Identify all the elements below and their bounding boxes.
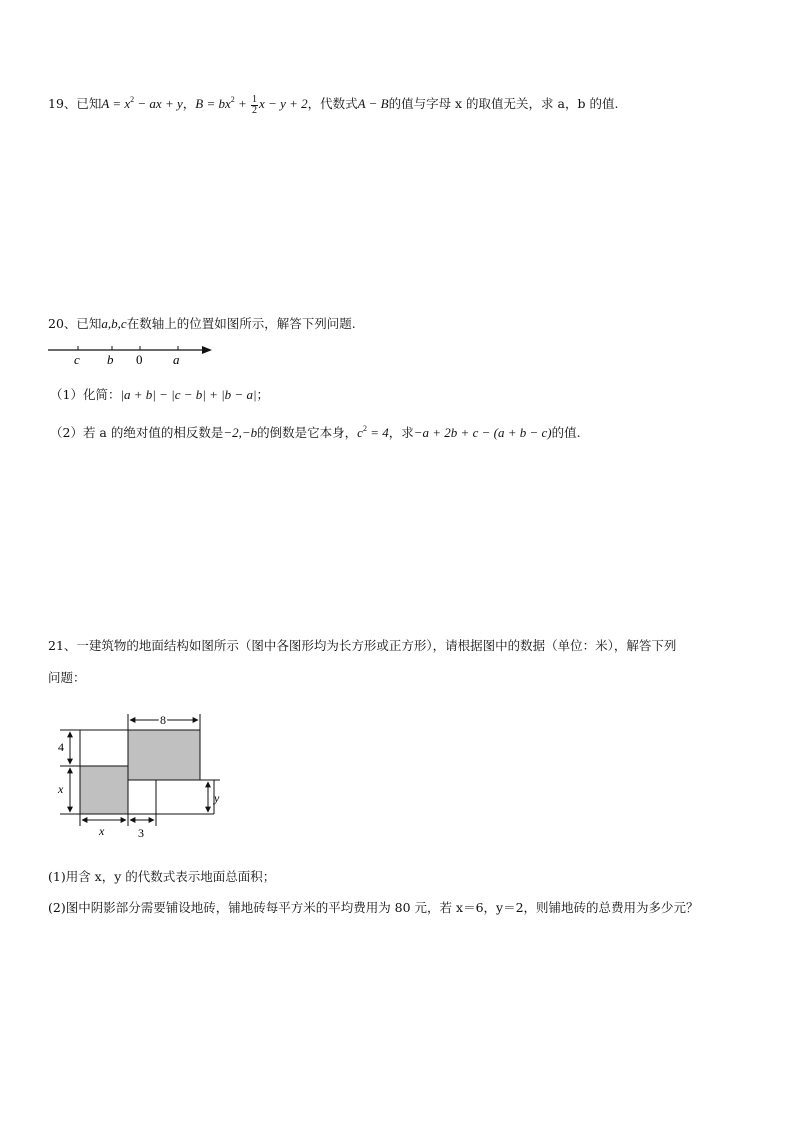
q20-part1-expr: |a + b| − |c − b| + |b − a| bbox=[120, 387, 257, 402]
q21-line-2: 问题： bbox=[48, 670, 86, 685]
q19-expr-b: $B = bx^2$ + $\frac{1}{2}$ x − y + 2 bbox=[195, 93, 308, 116]
arrow-right-icon bbox=[202, 346, 212, 354]
axis-label-b: b bbox=[107, 352, 114, 367]
q21-part-2: (2)图中阴影部分需要铺设地砖，铺地砖每平方米的平均费用为 80 元，若 x＝6，y＝2，则铺地砖的总费用为多少元？ bbox=[48, 900, 699, 915]
question-20: 20、已知a,b,c在数轴上的位置如图所示，解答下列问题. bbox=[48, 316, 356, 331]
q20-part-2: （2）若 a 的绝对值的相反数是−2,−b的倒数是它本身，$c^2 = 4$，求−a + 2b + c − (a + b − c)的值. bbox=[50, 424, 581, 440]
q19-expr-a: $A = x^2$ − ax + y bbox=[101, 95, 183, 111]
axis-label-a: a bbox=[173, 352, 180, 367]
floor-plan-figure bbox=[56, 712, 236, 842]
axis-label-c: c bbox=[74, 352, 80, 367]
q20-vars: a,b,c bbox=[101, 316, 127, 331]
shaded-rect-left bbox=[80, 766, 128, 814]
dim-label-bottom-x: x bbox=[99, 824, 105, 838]
q19-expr-ab: A − B bbox=[357, 96, 389, 111]
dim-label-left: x bbox=[58, 782, 64, 796]
q20-part2-val: −2,−b bbox=[223, 425, 258, 440]
q20-number: 20、已知 bbox=[48, 316, 102, 331]
q20-part2-expr: −a + 2b + c − (a + b − c) bbox=[413, 425, 552, 440]
q20-part2-c: $c^2 = 4$ bbox=[357, 424, 389, 440]
dim-label-bottom-3: 3 bbox=[138, 826, 144, 840]
axis-label-0: 0 bbox=[136, 352, 143, 367]
dim-label-left-top: 4 bbox=[58, 740, 64, 754]
shaded-rect-top bbox=[128, 730, 200, 780]
question-19: 19、已知$A = x^2$ − ax + y，$B = bx^2$ + $\frac{1}{2}$ x − y + 2，代数式A − B的值与字母 x 的取值无关，求 a，b 的值. bbox=[48, 93, 619, 116]
q21-part-1: (1)用含 x，y 的代数式表示地面总面积； bbox=[48, 869, 276, 884]
q21-line-1: 21、一建筑物的地面结构如图所示（图中各图形均为长方形或正方形），请根据图中的数据（单位：米），解答下列 bbox=[48, 638, 677, 653]
dim-label-top: 8 bbox=[160, 713, 166, 727]
q20-part-1: （1）化简：|a + b| − |c − b| + |b − a|； bbox=[50, 387, 270, 402]
dim-label-right: y bbox=[214, 791, 220, 805]
q19-number: 19、已知 bbox=[48, 96, 102, 111]
q19-fraction: $\frac{1}{2}$ bbox=[252, 93, 258, 116]
number-line-figure bbox=[46, 342, 226, 372]
plan-outline bbox=[80, 730, 128, 766]
